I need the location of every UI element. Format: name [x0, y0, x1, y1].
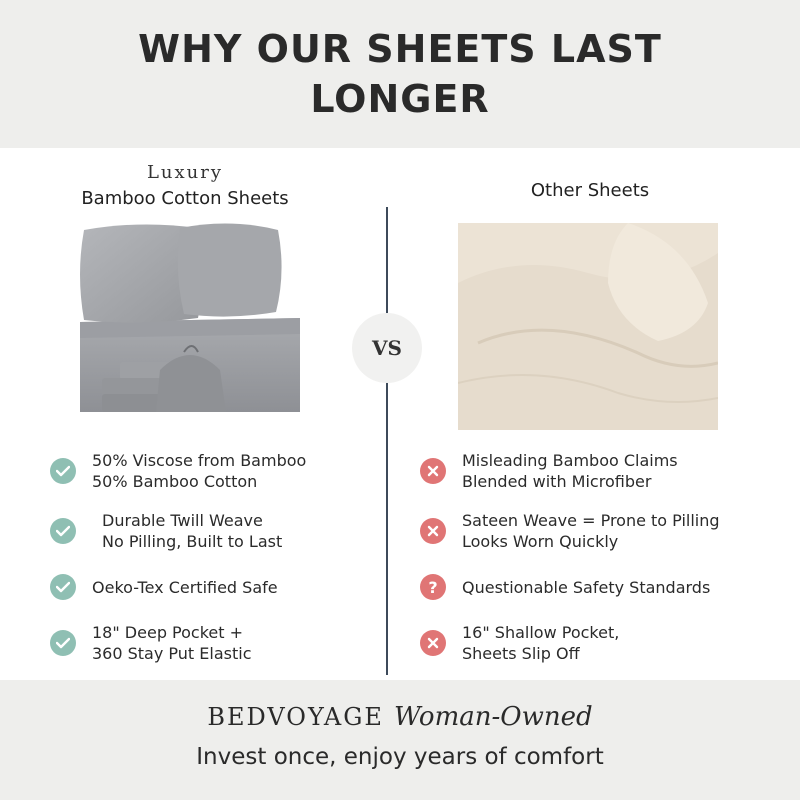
brand-logo-text: BEDVOYAGE: [207, 703, 384, 731]
cross-icon: [420, 630, 446, 656]
feature-text: 18" Deep Pocket + 360 Stay Put Elastic: [92, 623, 252, 663]
cross-icon: [420, 518, 446, 544]
bamboo-sheets-image: [80, 222, 300, 412]
check-icon: [50, 630, 76, 656]
list-item: [50, 510, 390, 552]
list-item: [50, 622, 390, 664]
footer-brand-line: [0, 702, 800, 732]
question-icon: ?: [420, 574, 446, 600]
product-name: Bamboo Cotton Sheets: [81, 188, 289, 209]
cross-icon: [420, 458, 446, 484]
feature-text: Oeko-Tex Certified Safe: [92, 577, 278, 597]
list-item: [420, 510, 760, 552]
luxury-label: Luxury: [146, 162, 224, 183]
feature-text: Misleading Bamboo Claims Blended with Microfiber: [462, 451, 678, 491]
woman-owned-tagline: Woman-Owned: [393, 702, 593, 732]
list-item: [420, 450, 760, 492]
page-title: WHY OUR SHEETS LAST LONGER: [138, 27, 662, 121]
list-item: [420, 574, 760, 600]
check-icon: [50, 458, 76, 484]
list-item: [50, 574, 390, 600]
feature-text: 50% Viscose from Bamboo 50% Bamboo Cotton: [92, 451, 307, 491]
check-icon: [50, 518, 76, 544]
footer-banner: [0, 680, 800, 800]
vertical-divider: [386, 207, 388, 675]
feature-text: Sateen Weave = Prone to Pilling Looks Worn Quickly: [462, 511, 720, 551]
feature-text: 16" Shallow Pocket, Sheets Slip Off: [462, 623, 620, 663]
vs-badge: VS: [352, 313, 422, 383]
other-sheets-image: [458, 223, 718, 430]
list-item: [420, 622, 760, 664]
footer-slogan: Invest once, enjoy years of comfort: [196, 744, 604, 770]
check-icon: [50, 574, 76, 600]
right-column-title: Other Sheets: [530, 180, 650, 201]
left-column-title: [40, 160, 330, 212]
list-item: [50, 450, 390, 492]
header-banner: [0, 0, 800, 148]
feature-text: Questionable Safety Standards: [462, 577, 711, 597]
feature-text: Durable Twill Weave No Pilling, Built to Last: [102, 511, 283, 551]
